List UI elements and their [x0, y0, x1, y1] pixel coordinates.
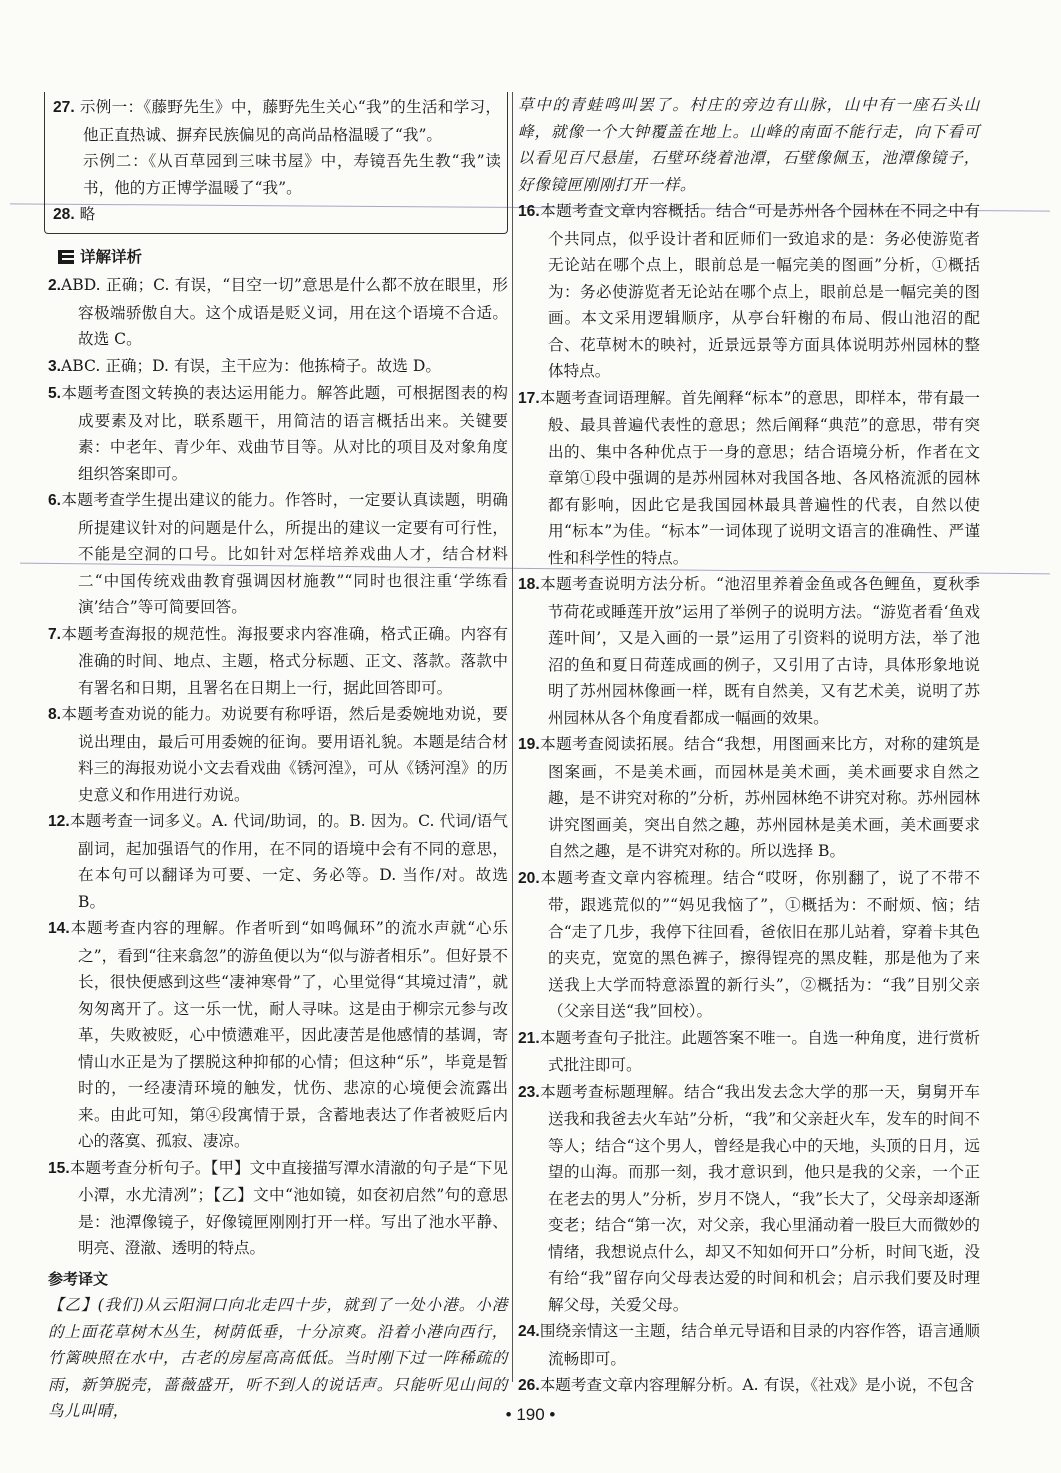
- explanation-item: [518, 385, 980, 572]
- explanation-item: [518, 1079, 980, 1319]
- explanation-item: [518, 1372, 980, 1400]
- item-text: 示例一：《藤野先生》中，藤野先生关心“我”的生活和学习，他正直热诚、摒弃民族偏见的高尚品格温暖了“我”。: [79, 98, 501, 144]
- item-number: 23.: [518, 1083, 540, 1101]
- item-number: 26.: [518, 1377, 540, 1394]
- item-number: 20.: [518, 869, 540, 887]
- item-text: 27.: [53, 99, 75, 116]
- explanation-item: [518, 1025, 980, 1079]
- explanation-item: [48, 487, 508, 621]
- item-text: 本题考查文章内容梳理。结合“哎呀，你别翻了，说了不带不带，跟逃荒似的”“妈见我恼了”，①概括为：不耐烦、恼；结合“走了几步，我停下往回看，爸依旧在那儿站着，穿着卡其色的夹克，宽宽的黑色裤子，擦得锃亮的黑皮鞋，那是他为了来送我上大学而特意添置的新行头”，②概括为：“我”目别父亲（父亲目送“我”回校）。: [539, 868, 980, 1020]
- item-text: 本题考查内容的理解。作者听到“如鸣佩环”的流水声就“心乐之”，看到“往来翕忽”的游鱼便以为“似与游者相乐”。但好景不长，很快便感到这些“凄神寒骨”了，心里觉得“其境过清”，就匆匆离开了。这一乐一忧，耐人寻味。这是由于柳宗元参与改革，失败被贬，心中愤懑难平，因此凄苦是他感情的基调，寄情山水正是为了摆脱这种抑郁的心情；但这种“乐”，毕竟是暂时的，一经凄清环境的触发，忧伤、悲凉的心境便会流露出来。由此可知，第④段寓情于景，含蓄地表达了作者被贬后内心的落寞、孤寂、凄凉。: [69, 919, 508, 1150]
- item-text: ABC. 正确；D. 有误，主干应为：他拣椅子。故选 D。: [61, 356, 441, 375]
- item-text: 本题考查文章内容理解分析。A. 有误，《社戏》是小说，不包含: [539, 1376, 975, 1394]
- answer-27: [53, 94, 501, 148]
- item-number: 19.: [518, 736, 540, 753]
- item-text: 本题考查句子批注。此题答案不唯一。自选一种角度，进行赏析式批注即可。: [539, 1028, 980, 1074]
- explanation-item: [48, 621, 508, 702]
- section-bar-icon: [58, 250, 74, 264]
- item-number: 6.: [48, 492, 62, 509]
- explanation-item: [518, 1318, 980, 1372]
- explanation-item: [518, 865, 980, 1025]
- explanation-item: [48, 353, 508, 381]
- item-number: 18.: [518, 576, 540, 593]
- explanation-item: [48, 1155, 508, 1262]
- item-number: 15.: [48, 1159, 70, 1177]
- explanation-item: [48, 272, 508, 353]
- item-text: 本题考查阅读拓展。结合“我想，用图画来比方，对称的建筑是图案画，不是美术画，而园林是美术画，美术画要求自然之趣，是不讲究对称的”分析，苏州园林绝不讲究对称。苏州园林讲究图画美，突出自然之趣，苏州园林是美术画，美术画要求自然之趣，是不讲究对称的。所以选择 B。: [539, 735, 980, 860]
- item-text: 28.: [53, 206, 75, 223]
- section-title: [58, 244, 508, 271]
- item-number: 14.: [48, 920, 70, 937]
- left-column: [48, 92, 508, 1425]
- item-number: 12.: [48, 813, 70, 830]
- item-text: 本题考查海报的规范性。海报要求内容准确，格式正确。内容有准确的时间、地点、主题，格式分标题、正文、落款。落款中有署名和日期，且署名在日期上一行，据此回答即可。: [61, 624, 508, 697]
- right-column: [518, 92, 980, 1400]
- item-text: 本题考查文章内容概括。结合“可是苏州各个园林在不同之中有个共同点，似乎设计者和匠师们一致追求的是：务必使游览者无论站在哪个点上，眼前总是一幅完美的图画”分析，①概括为：务必使游览者无论站在哪个点上，眼前总是一幅完美的图画。本文采用逻辑顺序，从亭台轩榭的布局、假山池沼的配合、花草树木的映衬，近景远景等方面具体说明苏州园林的整体特点。: [539, 202, 980, 380]
- explanation-item: [48, 915, 508, 1155]
- translation-continued: 草中的青蛙鸣叫罢了。村庄的旁边有山脉，山中有一座石头山峰，就像一个大钟覆盖在地上。山峰的南面不能行走，向下看可以看见百尺悬崖，石壁环绕着池潭，石壁像佩玉，池潭像镜子，好像镜匣刚刚打开一样。: [518, 96, 980, 194]
- explanation-item: [518, 571, 980, 731]
- explanation-item: [48, 380, 508, 487]
- example-answer-box: [44, 92, 508, 234]
- page-number: • 190 •: [505, 1405, 556, 1424]
- explanation-item: [48, 808, 508, 915]
- item-text: 本题考查词语理解。首先阐释“标本”的意思，即样本，带有最一般、最具普遍代表性的意思；然后阐释“典范”的意思，带有突出的、集中各种优点于一身的意思；结合语境分析，作者在文章第①段中强调的是苏州园林对我国各地、各风格流派的园林都有影响，因此它是我国园林最具普遍性的代表，自然以使用“标本”为佳。“标本”一词体现了说明文语言的准确性、严谨性和科学性的特点。: [539, 388, 980, 567]
- explanation-item: [518, 731, 980, 865]
- column-divider: [512, 92, 513, 1382]
- item-text: 本题考查一词多义。A. 代词/助词，的。B. 因为。C. 代词/语气副词，起加强语气的作用，在不同的语境中会有不同的意思，在本句可以翻译为可要、一定、务必等。D. 当作/对。故选 B。: [69, 812, 508, 911]
- answer-27-example-2: 示例二：《从百草园到三味书屋》中，寿镜吾先生教“我”读书，他的方正博学温暖了“我”。: [83, 152, 501, 197]
- reference-translation-text: 【乙】(我们)从云阳洞口向北走四十步，就到了一处小港。小港的上面花草树木丛生，树荫低垂，十分凉爽。沿着小港向西行，竹篱映照在水中，古老的房屋高高低低。当时刚下过一阵稀疏的雨，新笋脱壳，蔷薇盛开，听不到人的说话声。只能听见山间的鸟儿叫晴，: [48, 1296, 508, 1420]
- item-number: 16.: [518, 203, 540, 220]
- item-text: 详解详析: [80, 247, 143, 266]
- explanation-item: [518, 198, 980, 385]
- item-text: 本题考查劝说的能力。劝说要有称呼语，然后是委婉地劝说，要说出理由，最后可用委婉的征询。要用语礼貌。本题是结合材料三的海报劝说小文去看戏曲《锈河湟》，可从《锈河湟》的历史意义和作用进行劝说。: [61, 705, 508, 804]
- item-text: 本题考查标题理解。结合“我出发去念大学的那一天，舅舅开车送我和我爸去火车站”分析，“我”和父亲赶火车，发车的时间不等人；结合“这个男人，曾经是我心中的天地，头顶的日月，远望的山海。而那一刻，我才意识到，他只是我的父亲，一个正在老去的男人”分析，岁月不饶人，“我”长大了，父母亲却逐渐变老；结合“第一次，对父亲，我心里涌动着一股巨大而微妙的情绪，我想说点什么，却又不知如何开口”分析，时间飞逝，没有给“我”留存向父母表达爱的时间和机会；启示我们要及时理解父母，关爱父母。: [539, 1082, 980, 1314]
- item-number: 8.: [48, 706, 62, 723]
- answer-28: [53, 201, 501, 229]
- item-text: ABD. 正确；C. 有误，“目空一切”意思是什么都不放在眼里，形容极端骄傲自大。这个成语是贬义词，用在这个语境不合适。故选 C。: [61, 276, 508, 348]
- explanation-item: [48, 701, 508, 808]
- item-number: 21.: [518, 1029, 540, 1047]
- item-text: 本题考查学生提出建议的能力。作答时，一定要认真读题，明确所提建议针对的问题是什么，所提出的建议一定要有可行性，不能是空洞的口号。比如针对怎样培养戏曲人才，结合材料二“中国传统戏曲教育强调因材施教”“同时也很注重‘学练看演’结合”等可简要回答。: [61, 491, 508, 616]
- item-number: 5.: [48, 385, 62, 402]
- item-number: 24.: [518, 1323, 540, 1340]
- reference-translation-title: 参考译文: [48, 1269, 109, 1288]
- item-number: 17.: [518, 389, 540, 407]
- item-text: 本题考查图文转换的表达运用能力。解答此题，可根据图表的构成要素及对比，联系题干，用简洁的语言概括出来。关键要素：中老年、青少年、戏曲节目等。从对比的项目及对象角度组织答案即可。: [61, 384, 508, 483]
- item-number: 3.: [48, 357, 62, 375]
- item-text: 本题考查说明方法分析。“池沼里养着金鱼或各色鲤鱼，夏秋季节荷花或睡莲开放”运用了举例子的说明方法。“游览者看‘鱼戏莲叶间’，又是入画的一景”运用了引资料的说明方法，举了池沼的鱼和夏日荷莲成画的例子，又引用了古诗，具体形象地说明了苏州园林像画一样，既有自然美，又有艺术美，说明了苏州园林从各个角度看都成一幅画的效果。: [539, 575, 980, 727]
- item-text: 本题考查分析句子。【甲】文中直接描写潭水清澈的句子是“下见小潭，水尤清冽”；【乙】文中“池如镜，如奁初启然”句的意思是：池潭像镜子，好像镜匣刚刚打开一样。写出了池水平静、明亮、澄澈、透明的特点。: [69, 1158, 508, 1257]
- item-number: 2.: [48, 277, 62, 294]
- item-number: 7.: [48, 625, 62, 643]
- item-text: 围绕亲情这一主题，结合单元导语和目录的内容作答，语言通顺流畅即可。: [539, 1322, 980, 1368]
- item-text: 略: [79, 205, 96, 223]
